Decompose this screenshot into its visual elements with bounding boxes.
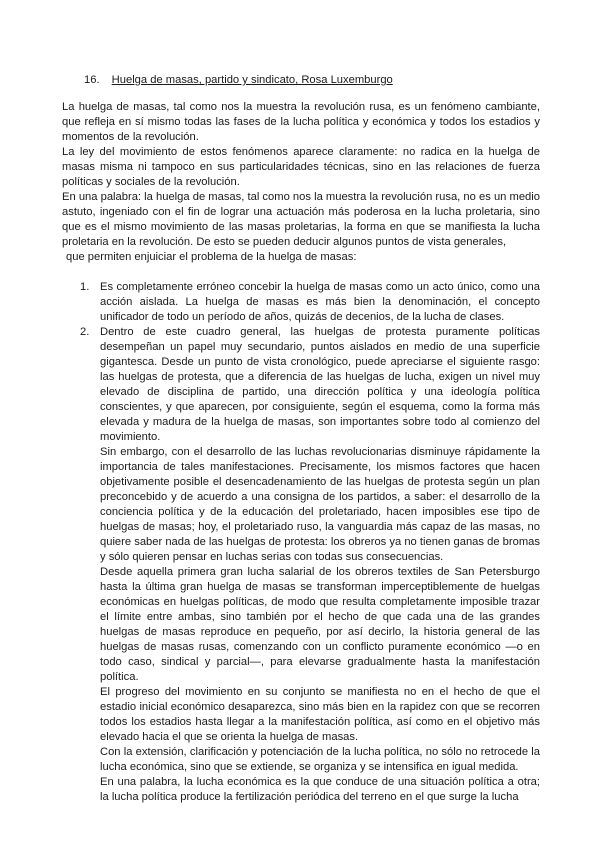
list-paragraph: Dentro de este cuadro general, las huelgas de protesta puramente políticas desempeñan un papel muy secundario, puntos aislados en medio de una superficie gigantesca. Desde un punto de vista cronológico, puede apreciarse el siguiente rasgo: las huelgas de protesta, que a diferencia de las huelgas de lucha, exigen un nivel muy elevado de disciplina de partido, una dirección política y una ideología política conscientes, y que aparecen, por consiguiente, según el esquema, como la forma más elevada y madura de la huelga de masas, son importantes sobre todo al comienzo del movimiento. [100,326,540,443]
intro-paragraph: La ley del movimiento de estos fenómenos aparece claramente: no radica en la huelga de masas misma ni tampoco en sus particularidades técnicas, sino en las relaciones de fuerza políticas y sociales de la revolución. [62,146,540,188]
list-paragraph: Desde aquella primera gran lucha salarial de los obreros textiles de San Petersburgo hasta la última gran huelga de masas se transforman imperceptiblemente de huelgas económicas en huelgas políticas, de modo que resulta completamente imposible trazar el límite entre ambas, sino también por el hecho de que cada una de las grandes huelgas de masas reproduce en pequeño, por así decirlo, la historia general de las huelgas de masas rusas, comenzando con un conflicto puramente económico —o en todo caso, sindical y parcial—, para elevarse gradualmente hasta la manifestación política. [100,566,540,683]
list-item [80,325,540,805]
list-paragraph: Es completamente erróneo concebir la huelga de masas como un acto único, como una acción aislada. La huelga de masas es más bien la denominación, el concepto unificador de todo un período de años, quizás de decenios, de la lucha de clases. [100,281,540,323]
list-paragraph: Sin embargo, con el desarrollo de las luchas revolucionarias disminuye rápidamente la importancia de tales manifestaciones. Precisamente, los mismos factores que hacen objetivamente posible el desencadenamiento de las huelgas de protesta según un plan preconcebido y de acuerdo a una consigna de los partidos, a saber: el desarrollo de la conciencia política y de la educación del proletariado, hacen imposibles ese tipo de huelgas de masas; hoy, el proletariado ruso, la vanguardia más capaz de las masas, no quiere saber nada de las huelgas de protesta: los obreros ya no tienen ganas de bromas y sólo quieren pensar en luchas serias con todas sus consecuencias. [100,446,540,563]
list-marker: 2. [80,326,90,338]
list-item [80,280,540,325]
section-number: 16. [84,74,100,86]
list-marker: 1. [80,281,90,293]
numbered-list [80,280,540,805]
list-paragraph: El progreso del movimiento en su conjunto se manifiesta no en el hecho de que el estadio inicial económico desaparezca, sino más bien en la rapidez con que se recorren todos los estadios hasta llegar a la manifestación política, así como en el objetivo más elevado hacia el que se orienta la huelga de masas. [100,686,540,743]
intro-paragraph: En una palabra: la huelga de masas, tal como nos la muestra la revolución rusa, no es un medio astuto, ingeniado con el fin de lograr una actuación más poderosa en la lucha proletaria, sino que es el mismo movimiento de las masas proletarias, la forma en que se manifiesta la lucha proletaria en la revolución. De esto se pueden deducir algunos puntos de vista generales, [62,191,540,248]
section-title: Huelga de masas, partido y sindicato, Rosa Luxemburgo [111,74,393,86]
list-paragraph: En una palabra, la lucha económica es la que conduce de una situación política a otra; la lucha política produce la fertilización periódica del terreno en el que surge la lucha [100,776,540,803]
intro-text [62,100,540,265]
intro-paragraph: La huelga de masas, tal como nos la muestra la revolución rusa, es un fenómeno cambiante, que refleja en sí mismo todas las fases de la lucha política y económica y todos los estadios y momentos de la revolución. [62,101,540,143]
section-heading [84,73,393,87]
list-paragraph: Con la extensión, clarificación y potenciación de la lucha política, no sólo no retrocede la lucha económica, sino que se extiende, se organiza y se intensifica en igual medida. [100,746,540,773]
intro-paragraph: que permiten enjuiciar el problema de la huelga de masas: [66,251,357,263]
